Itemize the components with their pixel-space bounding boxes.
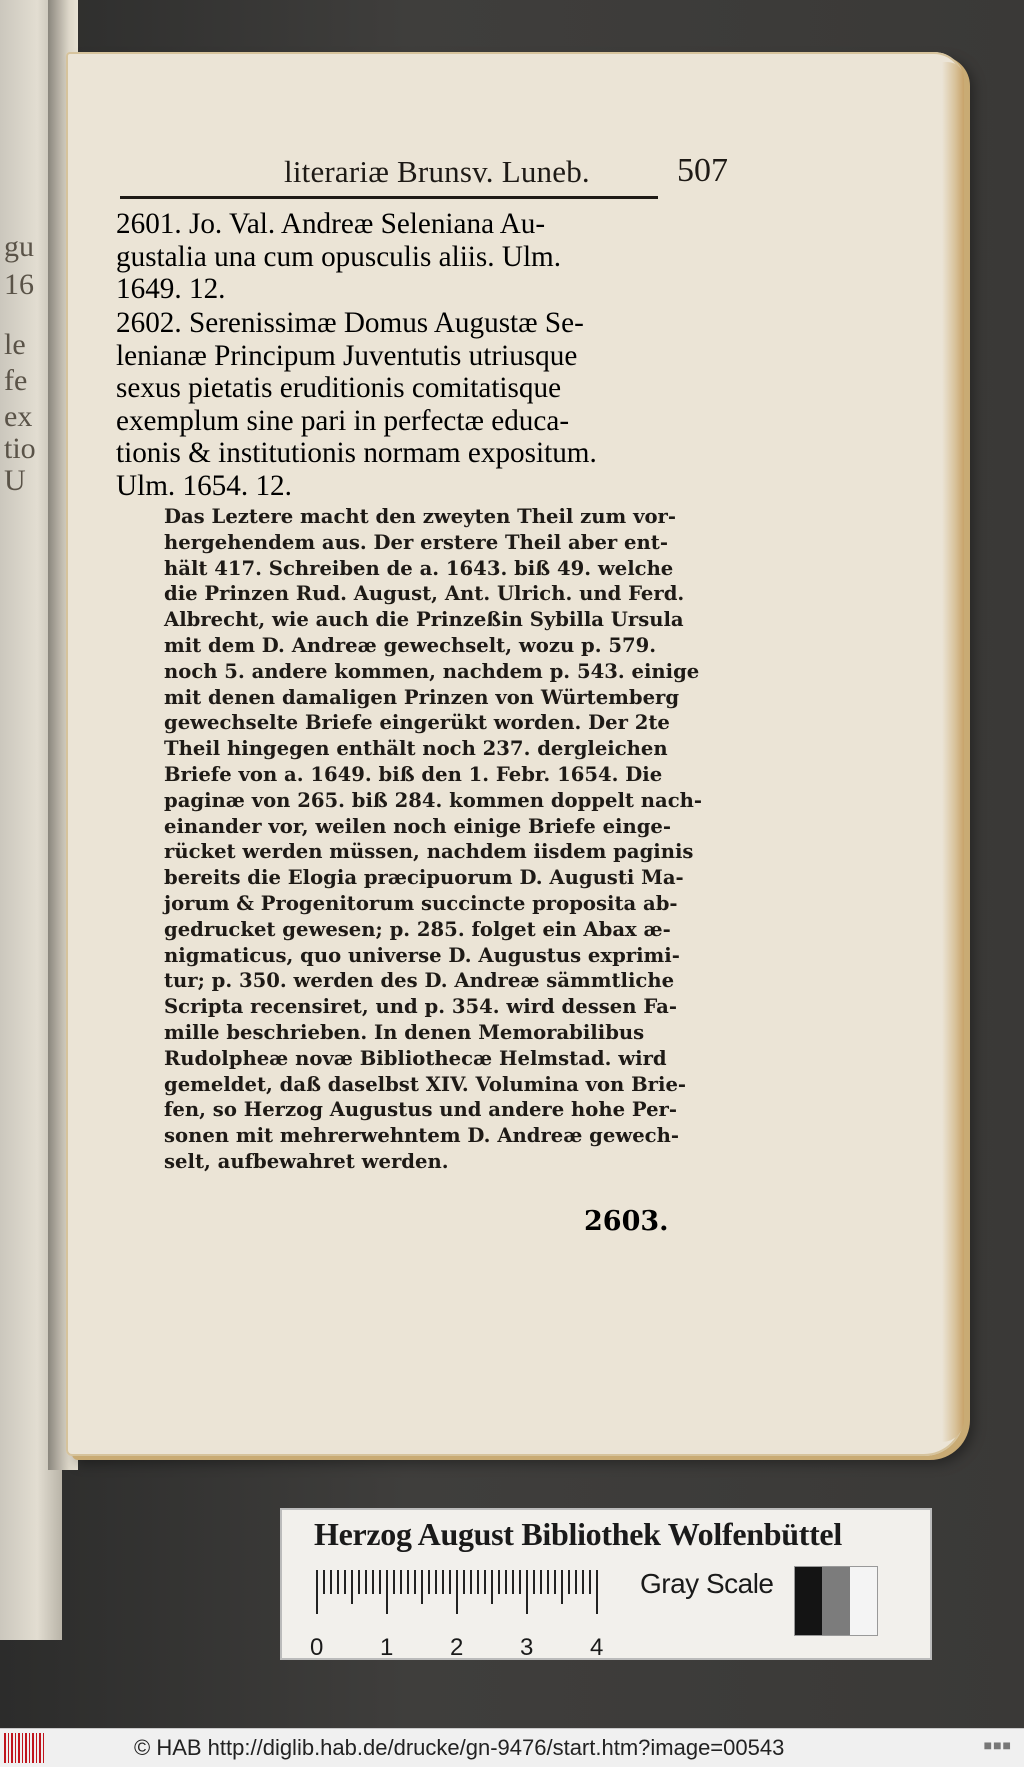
note-line: Albrecht, wie auch die Prinzeßin Sybilla Ursula <box>164 608 684 632</box>
facing-page-fragment: le <box>4 328 26 361</box>
entry-line: exemplum sine pari in perfectæ educa- <box>116 404 570 437</box>
note-line: hält 417. Schreiben de a. 1643. biß 49. welche <box>164 556 674 580</box>
entry-line: tionis & institutionis normam expositum. <box>116 437 597 469</box>
ruler-digit: 0 <box>310 1634 324 1661</box>
ruler-tick <box>519 1570 521 1594</box>
ruler-tick <box>540 1570 542 1594</box>
ruler-tick <box>470 1570 472 1594</box>
note-line: selt, aufbewahret werden. <box>164 1149 449 1173</box>
running-head <box>284 146 728 200</box>
facing-page-fragment: tio <box>4 432 36 465</box>
ruler-tick <box>547 1570 549 1594</box>
note-line: noch 5. andere kommen, nachdem p. 543. einige <box>164 659 700 683</box>
note-line: einander vor, weilen noch einige Briefe einge- <box>164 814 672 838</box>
ruler-tick <box>505 1570 507 1594</box>
entry-line: 1649. 12. <box>116 273 226 305</box>
ruler-digit: 2 <box>450 1634 464 1661</box>
gray-swatch <box>795 1567 822 1635</box>
note-line: die Prinzen Rud. August, Ant. Ulrich. und Ferd. <box>164 582 685 606</box>
ruler-tick <box>407 1570 409 1594</box>
ruler <box>310 1566 604 1661</box>
note-line: mille beschrieben. In denen Memorabilibus <box>164 1020 645 1044</box>
facing-page-fragment: fe <box>4 364 28 397</box>
note-line: bereits die Elogia præcipuorum D. Augusti Ma- <box>164 866 684 890</box>
ruler-tick <box>554 1570 556 1594</box>
note-line: Briefe von a. 1649. biß den 1. Febr. 1654. Die <box>164 762 663 786</box>
ruler-tick <box>575 1570 577 1594</box>
ruler-tick <box>428 1570 430 1594</box>
entry-line: sexus pietatis eruditionis comitatisque <box>116 372 562 404</box>
entry-2602 <box>116 307 664 502</box>
entry-line: Ulm. 1654. 12. <box>116 469 292 502</box>
ruler-tick <box>533 1570 535 1594</box>
ruler-tick <box>330 1570 332 1594</box>
ruler-tick <box>526 1570 528 1614</box>
ruler-tick <box>589 1570 591 1594</box>
entry-line: 2601. Jo. Val. Andreæ Seleniana Au- <box>116 208 546 240</box>
ruler-tick <box>491 1570 493 1604</box>
ruler-tick <box>386 1570 388 1614</box>
note-line: gemeldet, daß daselbst XIV. Volumina von Brie- <box>164 1072 687 1096</box>
ruler-tick <box>344 1570 346 1594</box>
ruler-digit: 1 <box>380 1634 394 1661</box>
gray-swatch <box>850 1567 877 1635</box>
note-line: Scripta recensiret, und p. 354. wird dessen Fa- <box>164 995 677 1019</box>
ruler-tick <box>568 1570 570 1594</box>
gray-swatch <box>822 1567 849 1635</box>
ruler-tick <box>512 1570 514 1594</box>
note-line: rücket werden müssen, nachdem iisdem paginis <box>164 840 694 864</box>
ruler-tick <box>449 1570 451 1594</box>
ruler-tick <box>393 1570 395 1594</box>
ruler-tick <box>596 1570 598 1614</box>
note-line: nigmaticus, quo universe D. Augustus exprimi- <box>164 943 680 967</box>
ruler-tick <box>372 1570 374 1594</box>
running-head-title: literariæ Brunsv. Luneb. <box>284 154 590 189</box>
note-line: Theil hingegen enthält noch 237. dergleichen <box>164 737 668 761</box>
ruler-tick <box>316 1570 318 1614</box>
ruler-tick <box>414 1570 416 1594</box>
ruler-tick <box>337 1570 339 1594</box>
note-line: fen, so Herzog Augustus und andere hohe Per- <box>164 1098 678 1122</box>
note-line: mit denen damaligen Prinzen von Würtemberg <box>164 685 680 709</box>
ruler-tick <box>365 1570 367 1594</box>
note-line: Das Leztere macht den zweyten Theil zum vor- <box>164 505 677 528</box>
note-line: jorum & Progenitorum succincte proposita ab- <box>164 891 678 915</box>
ruler-tick <box>421 1570 423 1604</box>
gray-scale-label: Gray Scale <box>640 1568 774 1599</box>
facing-page-fragment: ex <box>4 400 33 433</box>
note-line: hergehendem aus. Der erstere Theil aber ent- <box>164 530 668 554</box>
ruler-tick <box>477 1570 479 1594</box>
note-line: gewechselte Briefe eingerükt worden. Der 2te <box>164 711 670 735</box>
hab-logo-icon <box>4 1733 44 1763</box>
note-line: mit dem D. Andreæ gewechselt, wozu p. 579. <box>164 633 657 657</box>
ruler-tick <box>456 1570 458 1614</box>
status-bar <box>0 1728 1024 1767</box>
page-number: 507 <box>677 152 728 189</box>
ruler-tick <box>435 1570 437 1594</box>
gray-scale-swatches <box>794 1566 878 1636</box>
entry-line: lenianæ Principum Juventutis utriusque <box>116 339 578 372</box>
facing-page-fragment: U <box>4 464 26 497</box>
ruler-digit: 4 <box>590 1634 604 1661</box>
library-name: Herzog August Bibliothek Wolfenbüttel <box>314 1516 842 1552</box>
note-line: Rudolpheæ novæ Bibliothecæ Helmstad. wird <box>164 1046 667 1070</box>
ruler-tick <box>351 1570 353 1604</box>
ruler-tick <box>582 1570 584 1594</box>
ruler-tick <box>379 1570 381 1594</box>
note-line: gedrucket gewesen; p. 285. folget ein Abax æ- <box>164 917 671 941</box>
ruler-tick <box>498 1570 500 1594</box>
source-url[interactable]: © HAB http://diglib.hab.de/drucke/gn-9476/start.htm?image=00543 <box>134 1735 785 1760</box>
header-rule <box>120 196 658 199</box>
entry-line: 2602. Serenissimæ Domus Augustæ Se- <box>116 307 584 339</box>
ruler-tick <box>561 1570 563 1604</box>
catchword: 2603. <box>584 1206 669 1237</box>
ruler-tick <box>400 1570 402 1594</box>
annotation-note <box>164 504 703 1175</box>
entry-2601 <box>116 208 664 306</box>
entry-line: gustalia una cum opusculis aliis. Ulm. <box>116 240 562 273</box>
scale-card <box>280 1508 932 1660</box>
facing-page-fragment: gu <box>4 230 34 263</box>
ruler-tick <box>323 1570 325 1594</box>
ruler-tick <box>484 1570 486 1594</box>
dots-icon: ■■■ <box>983 1737 1012 1753</box>
ruler-tick <box>463 1570 465 1594</box>
ruler-tick <box>358 1570 360 1594</box>
ruler-tick <box>442 1570 444 1594</box>
facing-page-fragment: 16 <box>4 268 34 301</box>
note-line: tur; p. 350. werden des D. Andreæ sämmtliche <box>164 969 675 993</box>
note-line: sonen mit mehrerwehntem D. Andreæ gewech- <box>164 1124 679 1148</box>
note-line: paginæ von 265. biß 284. kommen doppelt nach- <box>164 788 703 812</box>
ruler-digit: 3 <box>520 1634 534 1661</box>
